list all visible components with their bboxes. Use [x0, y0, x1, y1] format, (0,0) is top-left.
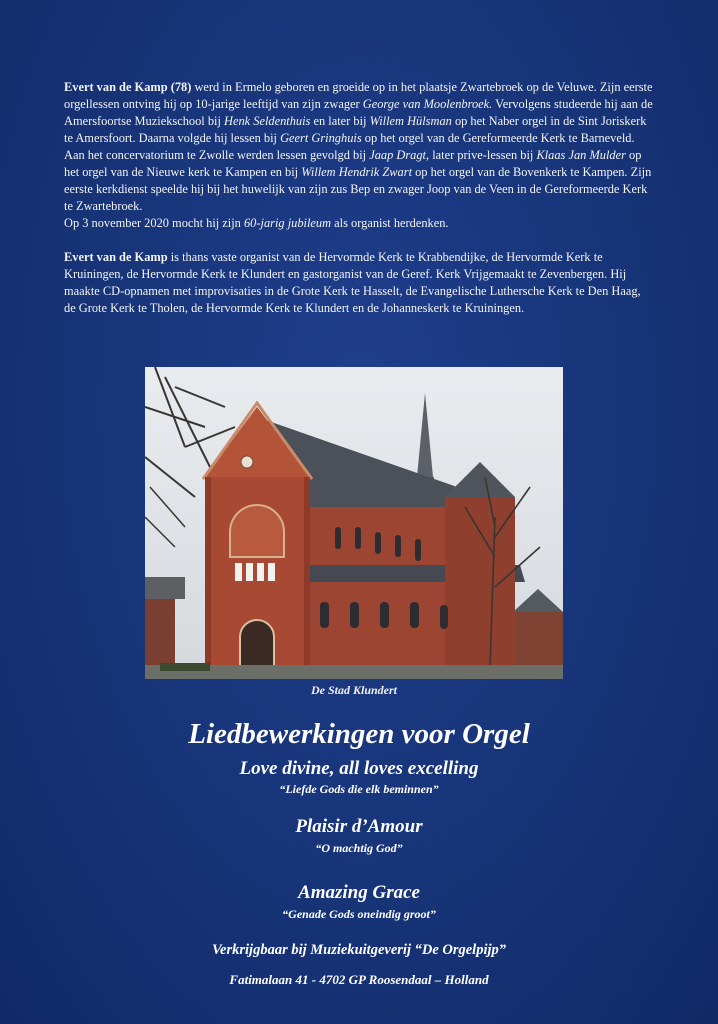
song-subtitle: “O machtig God” — [315, 841, 403, 855]
bio-text: werd in Ermelo geboren en groeide op in het plaatsje Zwartebroek op de Veluwe. Zijn eerste orgellessen ontving hij op 10-jarige leeftijd van zijn zwager — [64, 80, 653, 111]
teacher-name: Henk Seldenthuis — [224, 114, 311, 128]
bio-text: als organist herdenken. — [331, 216, 449, 230]
bio-text: later prive-lessen bij — [429, 148, 537, 162]
teacher-name: Willem Hülsman — [369, 114, 452, 128]
song-title: Plaisir d’Amour — [295, 816, 423, 837]
photo-caption: De Stad Klundert — [310, 683, 397, 697]
song-title: Amazing Grace — [298, 882, 420, 903]
address-line: Fatimalaan 41 - 4702 GP Roosendaal – Holland — [229, 972, 489, 987]
teacher-name: Jaap Dragt, — [369, 148, 430, 162]
bio-paragraph-1 — [64, 79, 654, 232]
teacher-name: Willem Hendrik Zwart — [301, 165, 413, 179]
publisher-line: Verkrijgbaar bij Muziekuitgeverij “De Orgelpijp” — [211, 942, 507, 958]
bio-text: is thans vaste organist van de Hervormde Kerk te Krabbendijke, de Hervormde Kerk te Kruiningen, de Hervormde Kerk te Klundert en gastorganist van de Geref. Kerk Vrijgemaakt te Zevenbergen. Hij maakte CD-opnamen met improvisaties in de Grote Kerk te Hasselt, de Evangelische Luthersche Kerk te Den Haag, de Grote Kerk te Tholen, de Hervormde Kerk te Klundert en de Johanneskerk te Kruiningen. — [64, 250, 641, 315]
teacher-name: Geert Gringhuis — [280, 131, 362, 145]
bio-text: Op 3 november 2020 mocht hij zijn — [64, 216, 244, 230]
bio-text: op het orgel van de Bovenkerk te Kampen. Zijn eerste kerkdienst speelde hij bij het huwelijk van zijn zus Bep en zwager Joop van de Veen in de Gereformeerde Kerk te Zwartebroek. — [64, 165, 652, 213]
organist-name: Evert van de Kamp — [64, 250, 168, 264]
biography-text — [64, 79, 654, 317]
teacher-name: George van Moolenbroek. — [362, 97, 493, 111]
song-subtitle: “Liefde Gods die elk beminnen” — [279, 782, 439, 796]
bio-text: Vervolgens studeerde hij aan de Amersfoortse Muziekschool bij — [64, 97, 653, 128]
teacher-name: Klaas Jan Mulder — [536, 148, 626, 162]
organist-name: Evert van de Kamp (78) — [64, 80, 192, 94]
jubilee-text: 60-jarig jubileum — [243, 216, 332, 230]
church-photo — [145, 367, 563, 679]
bio-text: op het orgel van de Gereformeerde Kerk te Barneveld. Aan het concervatorium te Zwolle werden lessen gevolgd bij — [64, 131, 635, 162]
bio-text: en later bij — [310, 114, 370, 128]
bio-paragraph-2 — [64, 249, 654, 317]
song-subtitle: “Genade Gods oneindig groot” — [282, 907, 436, 921]
song-title: Love divine, all loves excelling — [239, 758, 479, 779]
album-title: Liedbewerkingen voor Orgel — [188, 718, 530, 750]
bio-text: op het orgel van de Nieuwe kerk te Kampen en bij — [64, 148, 642, 179]
bio-text: op het Naber orgel in de Sint Joriskerk te Amersfoort. Daarna volgde hij lessen bij — [64, 114, 647, 145]
